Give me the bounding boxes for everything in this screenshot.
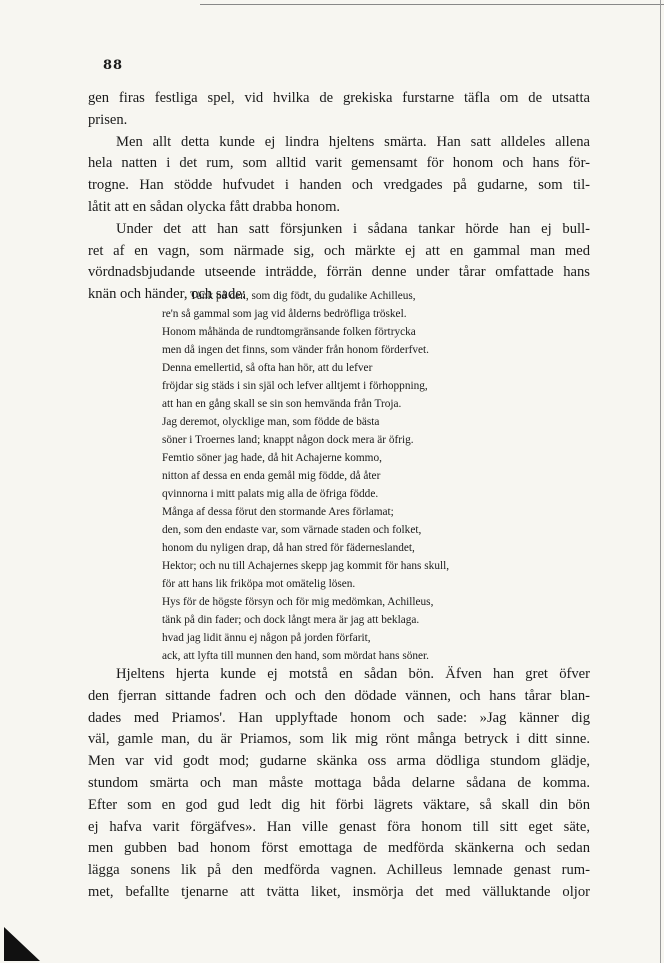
text-line: Efter som en god gud ledt dig hit förbi lägrets väktare, så skall din bön <box>88 796 590 813</box>
poem-line: ack, att lyfta till munnen den hand, som mördat hans söner. <box>162 650 429 662</box>
text-line: ret af en vagn, som närmade sig, och märkte ej att en gammal man med <box>88 242 590 259</box>
poem-line: honom du nyligen drap, då han stred för fäderneslandet, <box>162 542 415 554</box>
poem-line: men då ingen det finns, som vänder från honom förderfvet. <box>162 344 429 356</box>
text-line: trogne. Han stödde hufvudet i handen och vredgades på gudarne, som til- <box>88 177 590 194</box>
text-line: väl, gamle man, du är Priamos, som lik mig rönt många betryck i ditt sinne. <box>88 731 590 748</box>
poem-line: qvinnorna i mitt palats mig alla de öfriga födde. <box>162 488 379 500</box>
text-line: den fjerran sittande fadren och och den dödade vännen, och hans tårar blan- <box>88 687 590 704</box>
text-line: dades med Priamos'. Han upplyftade honom och sade: »Jag känner dig <box>88 709 590 726</box>
poem-line: fröjdar sig städs i sin själ och lefver alltjemt i förhoppning, <box>162 380 428 392</box>
poem-line: att han en gång skall se sin son hemvända från Troja. <box>162 398 402 410</box>
top-edge-rule <box>200 4 664 5</box>
text-line: stundom smärta och man måste mottaga båda delarne sådana de komma. <box>88 774 590 791</box>
top-paragraphs <box>88 88 590 306</box>
poem-line: för att hans lik friköpa mot omätelig lösen. <box>162 578 356 590</box>
text-line: Under det att han satt försjunken i sådana tankar hörde han ej bull- <box>116 220 590 237</box>
poem-line: den, som den endaste var, som värnade staden och folket, <box>162 524 422 536</box>
poem-line: Många af dessa förut den stormande Ares förlamat; <box>162 506 394 518</box>
text-line: vördnadsbjudande utseende inträdde, förrän denne under tårar omfattade hans <box>88 264 590 281</box>
text-line: Men allt detta kunde ej lindra hjeltens smärta. Han satt alldeles allena <box>116 133 590 150</box>
text-line: met, befallte tjenarne att tvätta liket, insmörja det med välluktande oljor <box>88 883 590 900</box>
poem-line: hvad jag lidit ännu ej någon på jorden förfarit, <box>162 632 371 644</box>
poem-line: Hektor; och nu till Achajernes skepp jag kommit för hans skull, <box>162 560 450 572</box>
bottom-paragraph <box>88 664 590 904</box>
right-edge-rule <box>660 0 661 963</box>
poem-line: Jag deremot, olycklige man, som födde de bästa <box>162 416 380 428</box>
poem-line: Hys för de högste försyn och för mig medömkan, Achilleus, <box>162 596 434 608</box>
text-line: låtit att en sådan olycka fått drabba honom. <box>88 198 341 215</box>
page-corner-marker <box>4 925 44 963</box>
text-line: lägga sonens lik på den medförda vagnen. Achilleus lemnade genast rum- <box>88 862 590 879</box>
poem-line: re'n så gammal som jag vid ålderns bedröfliga tröskel. <box>162 308 407 320</box>
poem-line: Tänk på den, som dig födt, du gudalike Achilleus, <box>190 290 416 302</box>
poem-quote <box>162 287 522 665</box>
poem-line: Honom måhända de rundtomgränsande folken förtrycka <box>162 326 416 338</box>
text-line: Hjeltens hjerta kunde ej motstå en sådan bön. Äfven han gret öfver <box>116 666 590 682</box>
text-line: men gubben bad honom först emottaga de medförda skänkerna och sedan <box>88 840 590 857</box>
text-line: prisen. <box>88 111 128 128</box>
text-line: Men var vid godt mod; gudarne skänka oss arma dödliga stundom glädje, <box>88 753 590 770</box>
text-line: knän och händer, och sade: <box>88 286 246 303</box>
poem-line: nitton af dessa en enda gemål mig födde, då åter <box>162 470 381 482</box>
text-line: ej hafva varit förgäfves». Han ville genast föra honom till sitt eget säte, <box>88 818 590 835</box>
poem-line: söner i Troernes land; knappt någon dock mera är öfrig. <box>162 434 414 446</box>
page-number: 88 <box>103 58 124 73</box>
poem-line: Denna emellertid, så ofta han hör, att du lefver <box>162 362 373 374</box>
text-line: gen firas festliga spel, vid hvilka de grekiska furstarne täfla om de utsatta <box>88 90 590 106</box>
poem-line: tänk på din fader; och dock långt mera är jag att beklaga. <box>162 614 420 626</box>
poem-line: Femtio söner jag hade, då hit Achajerne kommo, <box>162 452 382 464</box>
text-line: hela natten i det rum, som alltid varit gemensamt för honom och hans för- <box>88 155 590 172</box>
